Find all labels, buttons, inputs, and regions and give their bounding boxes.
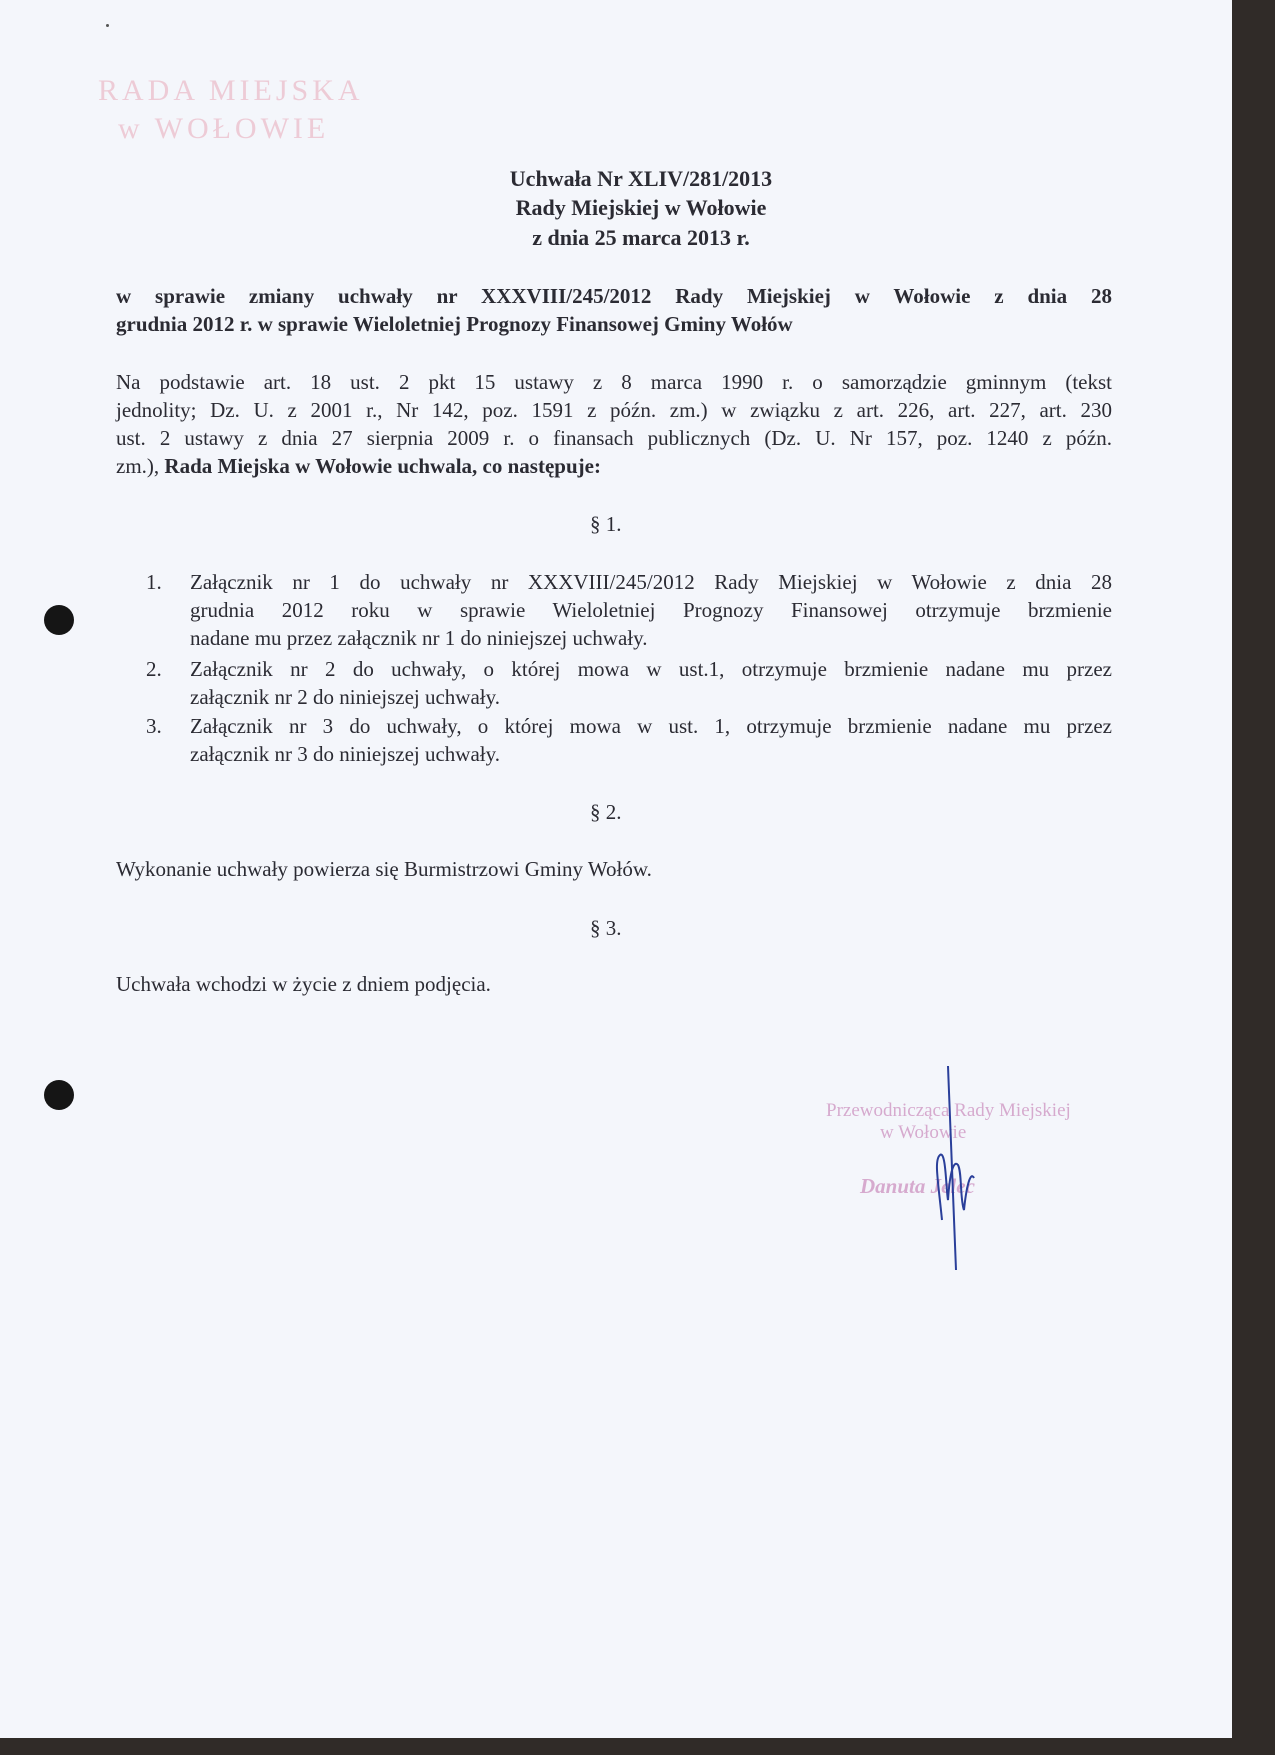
- item1-line2: grudnia 2012 roku w sprawie Wieloletniej Prognozy Finansowej otrzymuje brzmienie: [190, 598, 1112, 622]
- council-resolves: Rada Miejska w Wołowie uchwala, co następuje:: [164, 454, 601, 478]
- item2-line2: załącznik nr 2 do niniejszej uchwały.: [190, 685, 501, 709]
- item3-line1: Załącznik nr 3 do uchwały, o której mowa w ust. 1, otrzymuje brzmienie nadane mu przez: [190, 714, 1112, 738]
- subject-line2: grudnia 2012 r. w sprawie Wieloletniej Prognozy Finansowej Gminy Wołów: [116, 312, 793, 336]
- section2-text: Wykonanie uchwały powierza się Burmistrzowi Gminy Wołów.: [116, 857, 652, 881]
- item3-number: 3.: [146, 714, 162, 738]
- subject-line1: w sprawie zmiany uchwały nr XXXVIII/245/2012 Rady Miejskiej w Wołowie z dnia 28: [116, 284, 1112, 308]
- resolution-title: Uchwała Nr XLIV/281/2013: [509, 166, 773, 191]
- signature-stamp-line1: Przewodnicząca Rady Miejskiej: [826, 1100, 1071, 1121]
- legal-basis-line4: [116, 452, 601, 480]
- scan-speck: [106, 24, 109, 27]
- legal-basis-line3: ust. 2 ustawy z dnia 27 sierpnia 2009 r. o finansach publicznych (Dz. U. Nr 157, poz. 1240 z późn.: [116, 426, 1112, 450]
- item1-number: 1.: [146, 570, 162, 594]
- section2-heading: § 2.: [590, 800, 622, 824]
- scanner-edge-right: [1232, 0, 1275, 1755]
- item1-line1: Załącznik nr 1 do uchwały nr XXXVIII/245/2012 Rady Miejskiej w Wołowie z dnia 28: [190, 570, 1112, 594]
- section3-heading: § 3.: [590, 916, 622, 940]
- item3-line2: załącznik nr 3 do niniejszej uchwały.: [190, 742, 501, 766]
- stamp-header-line2: w WOŁOWIE: [118, 112, 330, 145]
- signature-stamp-line2: w Wołowie: [880, 1122, 967, 1143]
- legal-basis-line1: Na podstawie art. 18 ust. 2 pkt 15 ustawy z 8 marca 1990 r. o samorządzie gminnym (tekst: [116, 370, 1112, 394]
- legal-basis-line2: jednolity; Dz. U. z 2001 r., Nr 142, poz. 1591 z późn. zm.) w związku z art. 226, art. 227, art. 230: [116, 398, 1112, 422]
- signature-stamp-name: Danuta Jelec: [860, 1174, 975, 1198]
- handwritten-signature: [920, 1060, 990, 1280]
- stamp-header-line1: RADA MIEJSKA: [98, 74, 364, 107]
- resolution-date: z dnia 25 marca 2013 r.: [532, 225, 750, 250]
- item2-line1: Załącznik nr 2 do uchwały, o której mowa w ust.1, otrzymuje brzmienie nadane mu przez: [190, 657, 1112, 681]
- item1-line3: nadane mu przez załącznik nr 1 do niniejszej uchwały.: [190, 626, 648, 650]
- legal-basis-line4-plain: zm.),: [116, 454, 160, 478]
- item2-number: 2.: [146, 657, 162, 681]
- punch-hole-lower: [44, 1080, 74, 1110]
- section1-heading: § 1.: [590, 512, 622, 536]
- section3-text: Uchwała wchodzi w życie z dniem podjęcia.: [116, 972, 491, 996]
- scanner-edge-bottom: [0, 1738, 1275, 1755]
- resolution-body: Rady Miejskiej w Wołowie: [515, 195, 767, 220]
- punch-hole-upper: [44, 605, 74, 635]
